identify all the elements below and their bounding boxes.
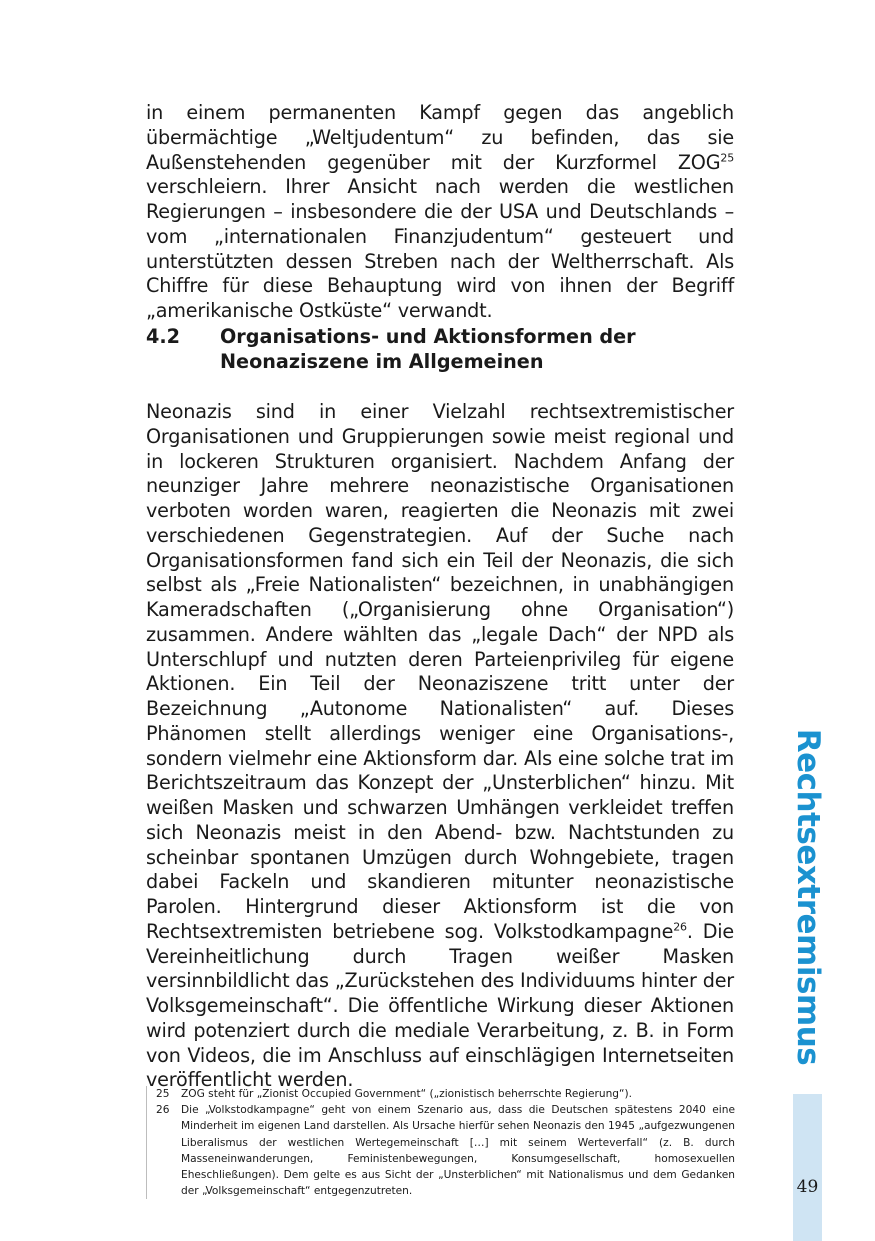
- footnote-25: [147, 1086, 735, 1102]
- main-paragraph-text: [146, 400, 734, 1093]
- footnote-number: 26: [156, 1104, 170, 1117]
- section-heading: [146, 324, 734, 374]
- footnotes: [146, 1086, 735, 1199]
- page-number: 49: [796, 1177, 819, 1197]
- intro-text-part2: verschleiern. Ihrer Ansicht nach werden die westlichen Regierungen – insbesondere die der USA und Deutschlands – vom „internationalen Finanzjudentum“ gesteuert und unterstützten dessen Streben nach der Weltherrschaft. Als Chiffre für diese Behauptung wird von ihnen der Begriff „amerikanische Ostküste“ verwandt.: [146, 175, 734, 322]
- section-number: 4.2: [146, 325, 180, 348]
- main-text-part1: Neonazis sind in einer Vielzahl rechtsextremistischer Organisationen und Gruppierungen sowie meist regional und in lockeren Strukturen organisiert. Nachdem Anfang der neunziger Jahre mehrere neonazistische Organisationen verboten worden waren, reagierten die Neonazis mit zwei verschiedenen Gegenstrategien. Auf der Suche nach Organisationsformen fand sich ein Teil der Neonazis, die sich selbst als „Freie Nationalisten“ bezeichnen, in unabhängigen Kameradschaften („Organisierung ohne Organisation“) zusammen. Andere wählten das „legale Dach“ der NPD als Unterschlupf und nutzten deren Parteienprivileg für eigene Aktionen. Ein Teil der Neonaziszene tritt unter der Bezeichnung „Autonome Nationalisten“ auf. Dieses Phänomen stellt allerdings weniger eine Organisations-, sondern vielmehr eine Aktionsform dar. Als eine solche trat im Berichtszeitraum das Konzept der „Unsterblichen“ hinzu. Mit weißen Masken und schwarzen Umhängen verkleidet treffen sich Neonazis meist in den Abend- bzw. Nachtstunden zu scheinbar spontanen Umzügen durch Wohngebiete, tragen dabei Fackeln und skandieren mitunter neonazistische Parolen. Hintergrund dieser Aktionsform ist die von Rechtsextremisten betriebene sog. Volkstodkampagne: [146, 400, 734, 943]
- section-title: Organisations- und Aktionsformen der Neonaziszene im Allgemeinen: [220, 325, 636, 373]
- intro-paragraph: [146, 101, 734, 324]
- footnote-26: [147, 1102, 735, 1199]
- footnote-number: 25: [156, 1088, 170, 1100]
- page-number-tab: [793, 1094, 822, 1241]
- footnote-ref-25[interactable]: 25: [720, 151, 734, 165]
- main-paragraph: [146, 400, 734, 1093]
- footnote-text: Die „Volkstodkampagne“ geht von einem Szenario aus, dass die Deutschen spätestens 2040 eine Minderheit im eigenen Land darstellen. Als Ursache hierfür sehen Neonazis den 1945 „aufgezwungenen Liberalismus der westlichen Wertegemeinschaft […] mit seinem Werteverfall“ (z. B. durch Masseneinwanderungen, Feministenbewegungen, Konsumgesellschaft, homosexuellen Eheschließungen). Dem gelte es aus Sicht der „Unsterblichen“ mit Nationalismus und dem Gedanken der „Volksgemeinschaft“ entgegenzutreten.: [181, 1104, 735, 1198]
- footnote-text: ZOG steht für „Zionist Occupied Government“ („zionistisch beherrschte Regierung“).: [181, 1088, 633, 1100]
- intro-paragraph-text: [146, 101, 734, 324]
- footnote-ref-26[interactable]: 26: [673, 920, 687, 934]
- chapter-side-label: Rechtsextremismus: [790, 728, 826, 1066]
- main-text-part2: . Die Vereinheitlichung durch Tragen weißer Masken versinnbildlicht das „Zurückstehen des Individuums hinter der Volksgemeinschaft“. Die öffentliche Wirkung dieser Aktionen wird potenziert durch die mediale Verarbeitung, z. B. in Form von Videos, die im Anschluss auf einschlägigen Internetseiten veröffentlicht werden.: [146, 919, 735, 1092]
- intro-text-part1: in einem permanenten Kampf gegen das angeblich übermächtige „Weltjudentum“ zu befinden, das sie Außenstehenden gegenüber mit der Kurzformel ZOG: [146, 101, 734, 174]
